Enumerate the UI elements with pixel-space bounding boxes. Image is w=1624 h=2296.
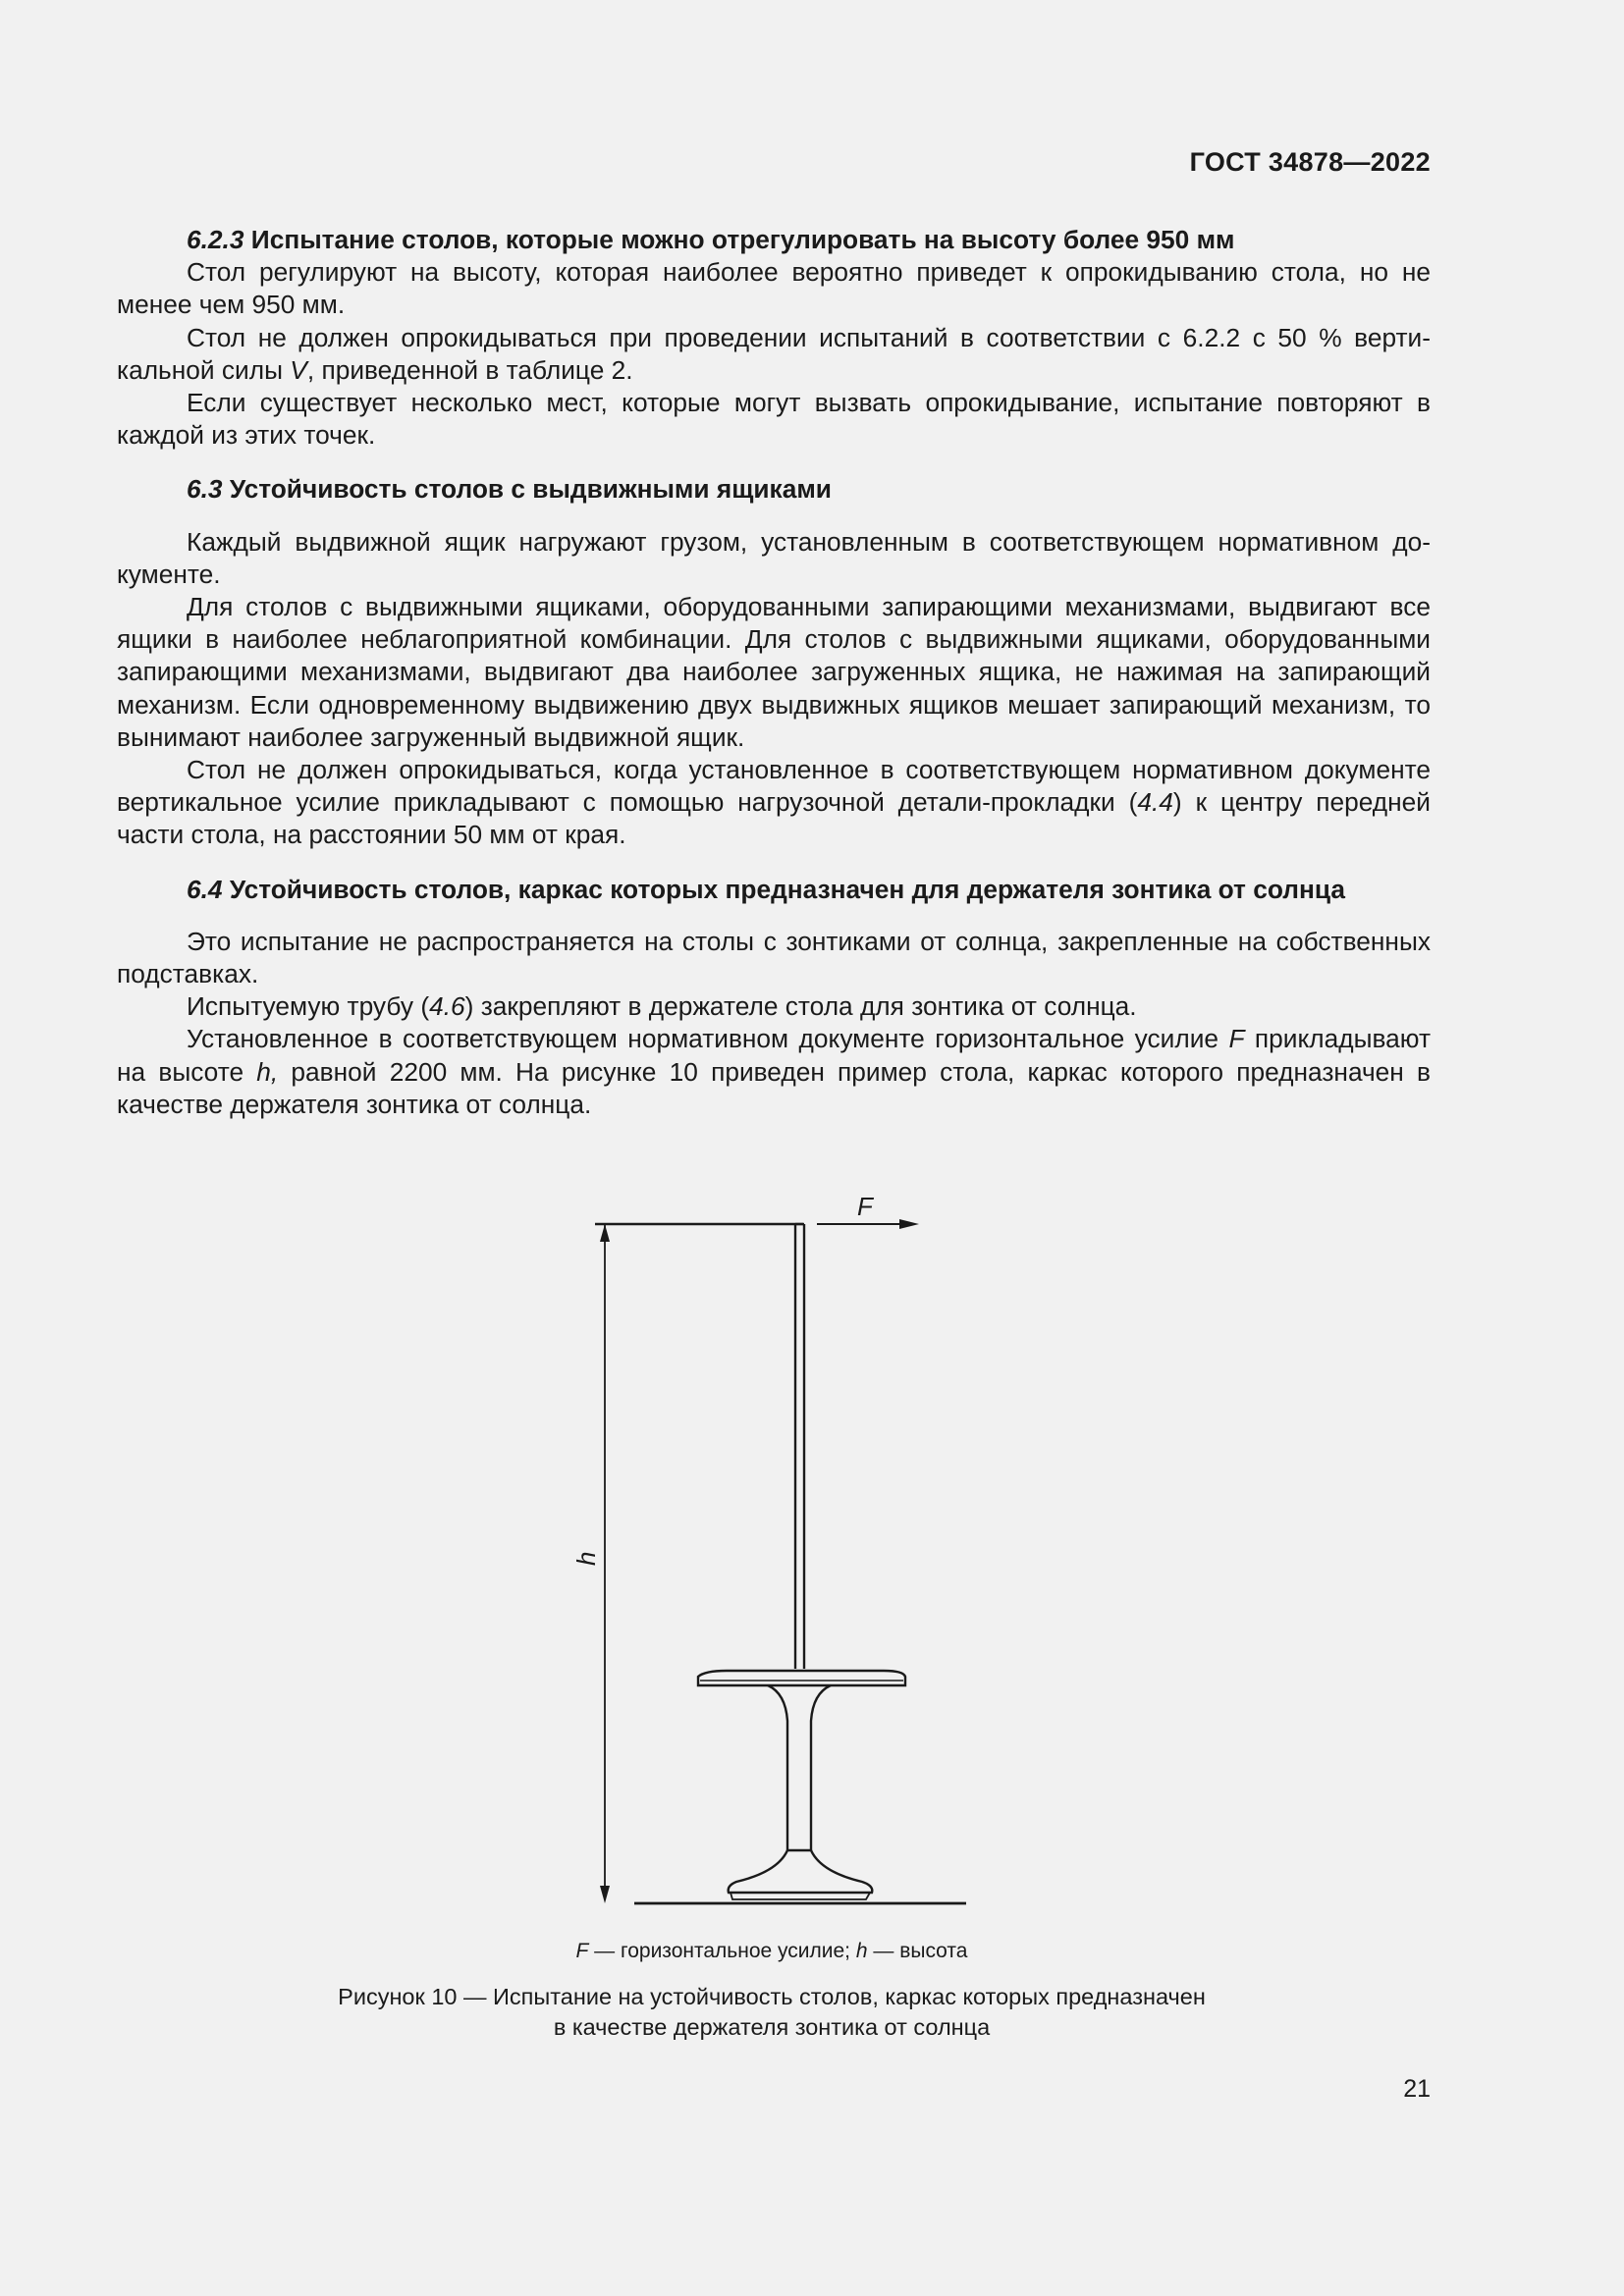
paragraph: Стол регулируют на высоту, которая наиболее вероятно приведет к опрокидыванию стола, но не менее чем 950 мм. — [117, 257, 1431, 320]
text-run: равной 2200 мм. На рисунке 10 приведен пример стола, каркас которого предназначен в качестве держателя зонтика от солнца. — [117, 1056, 1432, 1119]
legend-text: — горизонтальное усилие; — [588, 1940, 856, 1962]
text-run: , приведенной в таблице 2. — [306, 354, 633, 385]
text-run: прикладывают на высоте — [117, 1024, 1431, 1087]
figure-legend — [0, 1940, 1543, 1963]
paragraph: Каждый выдвижной ящик нагружают грузом, установленным в соответствующем нормативном документе. — [117, 526, 1431, 589]
legend-symbol-h: h — [855, 1940, 868, 1962]
section-number: 6.3 — [187, 474, 223, 505]
figure-10-drawing — [550, 1183, 992, 1919]
document-body — [117, 224, 1431, 1121]
paragraph: Это испытание не распространяется на столы с зонтиками от солнца, закрепленные на собственных подставках. — [117, 926, 1431, 989]
clause-reference: 4.6 — [429, 991, 465, 1022]
paragraph — [117, 754, 1431, 852]
legend-symbol-f: F — [575, 1940, 589, 1962]
paragraph — [117, 322, 1431, 387]
text-run: ) к центру передней части стола, на расстоянии 50 мм от края. — [117, 787, 1431, 850]
paragraph: Если существует несколько мест, которые могут вызвать опрокидывание, испытание повторяют в каждой из этих точек. — [117, 388, 1431, 451]
symbol-h: h, — [256, 1056, 279, 1087]
dimension-arrow-top — [600, 1224, 610, 1242]
force-arrowhead — [899, 1219, 919, 1229]
dimension-arrow-bottom — [600, 1886, 610, 1903]
text-run: ) закрепляют в держателе стола для зонтика от солнца. — [464, 991, 1137, 1022]
legend-text: — высота — [867, 1940, 968, 1962]
section-title: Устойчивость столов с выдвижными ящиками — [222, 474, 832, 505]
figure-caption — [0, 1982, 1543, 2043]
text-run: Установленное в соответствующем нормативном документе горизонтальное усилие — [187, 1024, 1229, 1054]
paragraph — [117, 1023, 1431, 1121]
table-top — [698, 1671, 905, 1685]
section-63-heading — [117, 473, 1431, 506]
caption-line: Рисунок 10 — Испытание на устойчивость столов, каркас которых предназначен — [338, 1984, 1206, 2009]
height-label: h — [571, 1551, 601, 1566]
caption-line: в качестве держателя зонтика от солнца — [553, 2014, 991, 2040]
table-column — [768, 1685, 831, 1850]
symbol-v: V — [290, 354, 307, 385]
paragraph: Для столов с выдвижными ящиками, оборудованными запирающими механизмами, выдвигают все ящики в наиболее неблагоприятной комбинации. Для столов с выдвижными ящиками, оборудованными запирающими механизмами, выдвигают два наиболее загруженных ящика, не нажимая на запирающий механизм. Если одновременному выдвижению двух выдвижных ящиков мешает запирающий механизм, то вынимают наиболее загруженный выдвижной ящик. — [117, 592, 1431, 752]
force-label: F — [857, 1192, 873, 1221]
section-title: Испытание столов, которые можно отрегулировать на высоту более 950 мм — [244, 225, 1235, 254]
text-run: Испытуемую трубу ( — [187, 991, 430, 1022]
text-run: Стол не должен опрокидываться при проведении испытаний в соответствии с 6.2.2 с 50 % вертикальной силы — [117, 322, 1431, 385]
section-title: Устойчивость столов, каркас которых предназначен для держателя зонтика от солнца — [222, 874, 1345, 904]
clause-reference: 4.4 — [1137, 787, 1173, 818]
section-623-heading — [117, 224, 1431, 256]
section-number: 6.2.3 — [187, 225, 244, 254]
table-base — [729, 1850, 873, 1893]
section-number: 6.4 — [187, 874, 223, 904]
section-64-heading — [117, 874, 1431, 906]
page-number: 21 — [1403, 2075, 1431, 2103]
symbol-f: F — [1228, 1024, 1245, 1054]
text-run: Стол не должен опрокидываться, когда установленное в соответствующем нормативном документе вертикальное усилие прикладывают с помощью нагрузочной детали-прокладки ( — [117, 755, 1431, 818]
document-id: ГОСТ 34878—2022 — [1189, 147, 1431, 177]
paragraph — [117, 990, 1431, 1023]
